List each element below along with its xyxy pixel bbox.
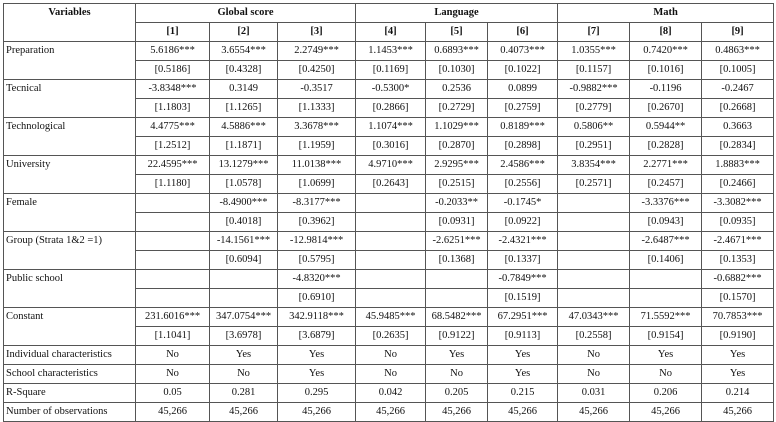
variable-label-spacer — [4, 61, 136, 80]
standard-error-cell: [0.2729] — [426, 99, 488, 118]
standard-error-cell: [0.9122] — [426, 327, 488, 346]
coefficient-cell: 68.5482*** — [426, 308, 488, 327]
variable-label: Female — [4, 194, 136, 213]
coefficient-cell: -0.1745* — [488, 194, 558, 213]
coefficient-cell: -3.3376*** — [630, 194, 702, 213]
standard-error-cell: [0.0931] — [426, 213, 488, 232]
standard-error-cell: [0.1519] — [488, 289, 558, 308]
coefficient-cell: -3.3082*** — [702, 194, 774, 213]
footer-value-cell: No — [630, 365, 702, 384]
footer-label: Number of observations — [4, 403, 136, 422]
coefficient-cell: 4.4775*** — [136, 118, 210, 137]
coefficient-cell: 1.1074*** — [356, 118, 426, 137]
header-row-groups — [4, 4, 774, 23]
coefficient-cell: 47.0343*** — [558, 308, 630, 327]
column-number-header: [5] — [426, 23, 488, 42]
coefficient-cell: 3.3678*** — [278, 118, 356, 137]
coefficient-cell: -0.5300* — [356, 80, 426, 99]
standard-error-cell: [0.2951] — [558, 137, 630, 156]
column-number-header: [1] — [136, 23, 210, 42]
standard-error-cell: [0.1570] — [702, 289, 774, 308]
coefficient-cell: 342.9118*** — [278, 308, 356, 327]
coefficient-cell — [630, 270, 702, 289]
coefficient-cell — [136, 232, 210, 251]
variable-label-spacer — [4, 327, 136, 346]
coefficient-cell: 45.9485*** — [356, 308, 426, 327]
coefficient-cell: 5.6186*** — [136, 42, 210, 61]
standard-error-cell — [356, 289, 426, 308]
column-number-header: [6] — [488, 23, 558, 42]
footer-value-cell: 0.295 — [278, 384, 356, 403]
coefficient-cell: 0.8189*** — [488, 118, 558, 137]
standard-error-cell: [0.1030] — [426, 61, 488, 80]
footer-value-cell: 45,266 — [558, 403, 630, 422]
standard-error-cell: [0.2466] — [702, 175, 774, 194]
standard-error-cell: [0.1169] — [356, 61, 426, 80]
standard-error-cell — [356, 251, 426, 270]
coefficient-cell: 0.4073*** — [488, 42, 558, 61]
standard-error-cell: [1.1180] — [136, 175, 210, 194]
footer-row — [4, 384, 774, 403]
coefficient-cell: 11.0138*** — [278, 156, 356, 175]
coefficient-cell: 2.4586*** — [488, 156, 558, 175]
column-number-header: [9] — [702, 23, 774, 42]
standard-error-cell: [1.2512] — [136, 137, 210, 156]
footer-value-cell: 0.031 — [558, 384, 630, 403]
standard-error-cell: [0.1022] — [488, 61, 558, 80]
variable-label: Group (Strata 1&2 =1) — [4, 232, 136, 251]
group-header: Global score — [136, 4, 356, 23]
coefficient-row — [4, 270, 774, 289]
standard-error-row — [4, 327, 774, 346]
footer-value-cell: 0.281 — [210, 384, 278, 403]
standard-error-row — [4, 251, 774, 270]
standard-error-cell: [0.3016] — [356, 137, 426, 156]
standard-error-cell: [0.5186] — [136, 61, 210, 80]
standard-error-cell: [1.1041] — [136, 327, 210, 346]
footer-value-cell: Yes — [210, 346, 278, 365]
standard-error-cell: [0.0935] — [702, 213, 774, 232]
footer-value-cell: Yes — [488, 365, 558, 384]
coefficient-cell: 3.8354*** — [558, 156, 630, 175]
coefficient-row — [4, 232, 774, 251]
coefficient-cell: 3.6554*** — [210, 42, 278, 61]
coefficient-cell: 2.9295*** — [426, 156, 488, 175]
footer-label: Individual characteristics — [4, 346, 136, 365]
variable-label: Public school — [4, 270, 136, 289]
standard-error-cell — [136, 213, 210, 232]
coefficient-cell: 2.2771*** — [630, 156, 702, 175]
coefficient-cell: 347.0754*** — [210, 308, 278, 327]
standard-error-row — [4, 99, 774, 118]
coefficient-cell: 4.5886*** — [210, 118, 278, 137]
standard-error-cell: [0.2457] — [630, 175, 702, 194]
coefficient-cell — [136, 270, 210, 289]
group-header: Math — [558, 4, 774, 23]
coefficient-row — [4, 194, 774, 213]
standard-error-cell — [558, 251, 630, 270]
footer-value-cell: 45,266 — [426, 403, 488, 422]
variable-label: Technological — [4, 118, 136, 137]
variable-label-spacer — [4, 175, 136, 194]
standard-error-cell: [1.1959] — [278, 137, 356, 156]
standard-error-cell: [3.6978] — [210, 327, 278, 346]
standard-error-cell: [0.5795] — [278, 251, 356, 270]
coefficient-cell — [356, 232, 426, 251]
column-number-header: [7] — [558, 23, 630, 42]
standard-error-cell: [0.9190] — [702, 327, 774, 346]
coefficient-cell: -8.3177*** — [278, 194, 356, 213]
variable-label-spacer — [4, 213, 136, 232]
coefficient-cell: -14.1561*** — [210, 232, 278, 251]
footer-value-cell: Yes — [278, 346, 356, 365]
footer-value-cell: Yes — [702, 346, 774, 365]
coefficient-cell — [558, 270, 630, 289]
standard-error-cell — [356, 213, 426, 232]
standard-error-cell: [0.1157] — [558, 61, 630, 80]
footer-value-cell: 45,266 — [488, 403, 558, 422]
column-number-header: [8] — [630, 23, 702, 42]
coefficient-cell: -0.2033** — [426, 194, 488, 213]
coefficient-cell: 1.0355*** — [558, 42, 630, 61]
variable-label-spacer — [4, 289, 136, 308]
coefficient-row — [4, 118, 774, 137]
standard-error-cell: [0.1406] — [630, 251, 702, 270]
standard-error-cell: [0.2866] — [356, 99, 426, 118]
standard-error-cell: [0.6094] — [210, 251, 278, 270]
coefficient-cell: 1.1453*** — [356, 42, 426, 61]
footer-value-cell: Yes — [426, 346, 488, 365]
variables-header: Variables — [4, 4, 136, 23]
variable-label: Tecnical — [4, 80, 136, 99]
coefficient-cell — [210, 270, 278, 289]
variable-label-spacer — [4, 99, 136, 118]
standard-error-cell: [1.0578] — [210, 175, 278, 194]
standard-error-cell: [0.2834] — [702, 137, 774, 156]
standard-error-row — [4, 213, 774, 232]
footer-value-cell: 45,266 — [278, 403, 356, 422]
footer-value-cell: 0.05 — [136, 384, 210, 403]
group-header: Language — [356, 4, 558, 23]
standard-error-cell: [0.4328] — [210, 61, 278, 80]
standard-error-cell: [1.1871] — [210, 137, 278, 156]
footer-value-cell: 45,266 — [356, 403, 426, 422]
coefficient-cell — [558, 232, 630, 251]
footer-row — [4, 365, 774, 384]
coefficient-cell: 0.2536 — [426, 80, 488, 99]
standard-error-cell: [0.2670] — [630, 99, 702, 118]
standard-error-cell — [136, 289, 210, 308]
standard-error-cell: [0.4250] — [278, 61, 356, 80]
standard-error-cell: [0.9113] — [488, 327, 558, 346]
footer-value-cell: 45,266 — [210, 403, 278, 422]
coefficient-cell: -8.4900*** — [210, 194, 278, 213]
coefficient-cell: -12.9814*** — [278, 232, 356, 251]
coefficient-cell: -0.1196 — [630, 80, 702, 99]
footer-value-cell: 0.206 — [630, 384, 702, 403]
standard-error-cell: [3.6879] — [278, 327, 356, 346]
footer-value-cell: No — [426, 365, 488, 384]
footer-value-cell: Yes — [488, 346, 558, 365]
standard-error-cell: [0.2515] — [426, 175, 488, 194]
coefficient-cell: 71.5592*** — [630, 308, 702, 327]
standard-error-cell: [0.2571] — [558, 175, 630, 194]
coefficient-cell: 0.5944** — [630, 118, 702, 137]
column-number-header: [3] — [278, 23, 356, 42]
coefficient-cell: -0.3517 — [278, 80, 356, 99]
coefficient-cell: 1.8883*** — [702, 156, 774, 175]
standard-error-cell: [0.4018] — [210, 213, 278, 232]
standard-error-cell: [0.2643] — [356, 175, 426, 194]
coefficient-cell: -4.8320*** — [278, 270, 356, 289]
variable-label: University — [4, 156, 136, 175]
coefficient-cell: 70.7853*** — [702, 308, 774, 327]
footer-value-cell: 0.214 — [702, 384, 774, 403]
regression-table — [3, 3, 774, 422]
variables-header-spacer — [4, 23, 136, 42]
table-body — [4, 4, 774, 422]
standard-error-cell: [0.2668] — [702, 99, 774, 118]
footer-value-cell: 45,266 — [630, 403, 702, 422]
coefficient-row — [4, 80, 774, 99]
coefficient-cell: -0.6882*** — [702, 270, 774, 289]
standard-error-cell: [0.2898] — [488, 137, 558, 156]
standard-error-cell: [0.2558] — [558, 327, 630, 346]
standard-error-cell — [558, 213, 630, 232]
coefficient-cell: 0.3149 — [210, 80, 278, 99]
coefficient-cell: -0.9882*** — [558, 80, 630, 99]
coefficient-cell: 22.4595*** — [136, 156, 210, 175]
coefficient-cell: 0.7420*** — [630, 42, 702, 61]
coefficient-cell: 67.2951*** — [488, 308, 558, 327]
standard-error-cell: [0.2635] — [356, 327, 426, 346]
coefficient-cell: 4.9710*** — [356, 156, 426, 175]
standard-error-cell: [1.1333] — [278, 99, 356, 118]
standard-error-cell — [210, 289, 278, 308]
footer-value-cell: Yes — [278, 365, 356, 384]
footer-row — [4, 403, 774, 422]
coefficient-cell: 231.6016*** — [136, 308, 210, 327]
standard-error-cell — [426, 289, 488, 308]
footer-value-cell: No — [136, 365, 210, 384]
standard-error-cell: [1.0699] — [278, 175, 356, 194]
footer-label: School characteristics — [4, 365, 136, 384]
standard-error-cell — [558, 289, 630, 308]
footer-value-cell: No — [558, 365, 630, 384]
variable-label-spacer — [4, 137, 136, 156]
coefficient-cell: 0.3663 — [702, 118, 774, 137]
standard-error-cell: [1.1803] — [136, 99, 210, 118]
variable-label: Preparation — [4, 42, 136, 61]
standard-error-cell: [0.2759] — [488, 99, 558, 118]
footer-value-cell: 45,266 — [136, 403, 210, 422]
coefficient-cell — [356, 270, 426, 289]
coefficient-row — [4, 156, 774, 175]
standard-error-row — [4, 61, 774, 80]
coefficient-cell: 1.1029*** — [426, 118, 488, 137]
coefficient-row — [4, 42, 774, 61]
footer-row — [4, 346, 774, 365]
header-row-columns — [4, 23, 774, 42]
coefficient-cell: -2.4321*** — [488, 232, 558, 251]
coefficient-cell — [558, 194, 630, 213]
standard-error-cell: [0.1353] — [702, 251, 774, 270]
footer-value-cell: 0.042 — [356, 384, 426, 403]
column-number-header: [4] — [356, 23, 426, 42]
standard-error-cell: [0.6910] — [278, 289, 356, 308]
standard-error-cell: [0.2556] — [488, 175, 558, 194]
regression-table-container — [3, 3, 774, 422]
coefficient-cell: -0.7849*** — [488, 270, 558, 289]
standard-error-cell: [0.1016] — [630, 61, 702, 80]
standard-error-cell: [1.1265] — [210, 99, 278, 118]
coefficient-cell: 0.0899 — [488, 80, 558, 99]
footer-value-cell: 45,266 — [702, 403, 774, 422]
footer-label: R-Square — [4, 384, 136, 403]
standard-error-cell: [0.2779] — [558, 99, 630, 118]
footer-value-cell: No — [356, 365, 426, 384]
coefficient-cell: -2.4671*** — [702, 232, 774, 251]
coefficient-cell — [136, 194, 210, 213]
footer-value-cell: No — [136, 346, 210, 365]
coefficient-cell: 13.1279*** — [210, 156, 278, 175]
standard-error-cell: [0.0922] — [488, 213, 558, 232]
standard-error-row — [4, 289, 774, 308]
footer-value-cell: No — [356, 346, 426, 365]
standard-error-row — [4, 175, 774, 194]
coefficient-cell — [356, 194, 426, 213]
coefficient-row — [4, 308, 774, 327]
footer-value-cell: No — [558, 346, 630, 365]
standard-error-cell — [136, 251, 210, 270]
standard-error-cell: [0.1005] — [702, 61, 774, 80]
footer-value-cell: Yes — [702, 365, 774, 384]
coefficient-cell: -2.6251*** — [426, 232, 488, 251]
standard-error-cell: [0.2870] — [426, 137, 488, 156]
coefficient-cell: 0.6893*** — [426, 42, 488, 61]
footer-value-cell: Yes — [630, 346, 702, 365]
variable-label: Constant — [4, 308, 136, 327]
standard-error-cell: [0.1337] — [488, 251, 558, 270]
coefficient-cell: -0.2467 — [702, 80, 774, 99]
variable-label-spacer — [4, 251, 136, 270]
footer-value-cell: 0.215 — [488, 384, 558, 403]
footer-value-cell: No — [210, 365, 278, 384]
column-number-header: [2] — [210, 23, 278, 42]
coefficient-cell: -3.8348*** — [136, 80, 210, 99]
coefficient-cell: 0.4863*** — [702, 42, 774, 61]
standard-error-cell: [0.1368] — [426, 251, 488, 270]
coefficient-cell: -2.6487*** — [630, 232, 702, 251]
standard-error-cell: [0.9154] — [630, 327, 702, 346]
standard-error-cell: [0.3962] — [278, 213, 356, 232]
footer-value-cell: 0.205 — [426, 384, 488, 403]
standard-error-cell: [0.2828] — [630, 137, 702, 156]
standard-error-cell: [0.0943] — [630, 213, 702, 232]
standard-error-row — [4, 137, 774, 156]
coefficient-cell — [426, 270, 488, 289]
standard-error-cell — [630, 289, 702, 308]
coefficient-cell: 0.5806** — [558, 118, 630, 137]
coefficient-cell: 2.2749*** — [278, 42, 356, 61]
